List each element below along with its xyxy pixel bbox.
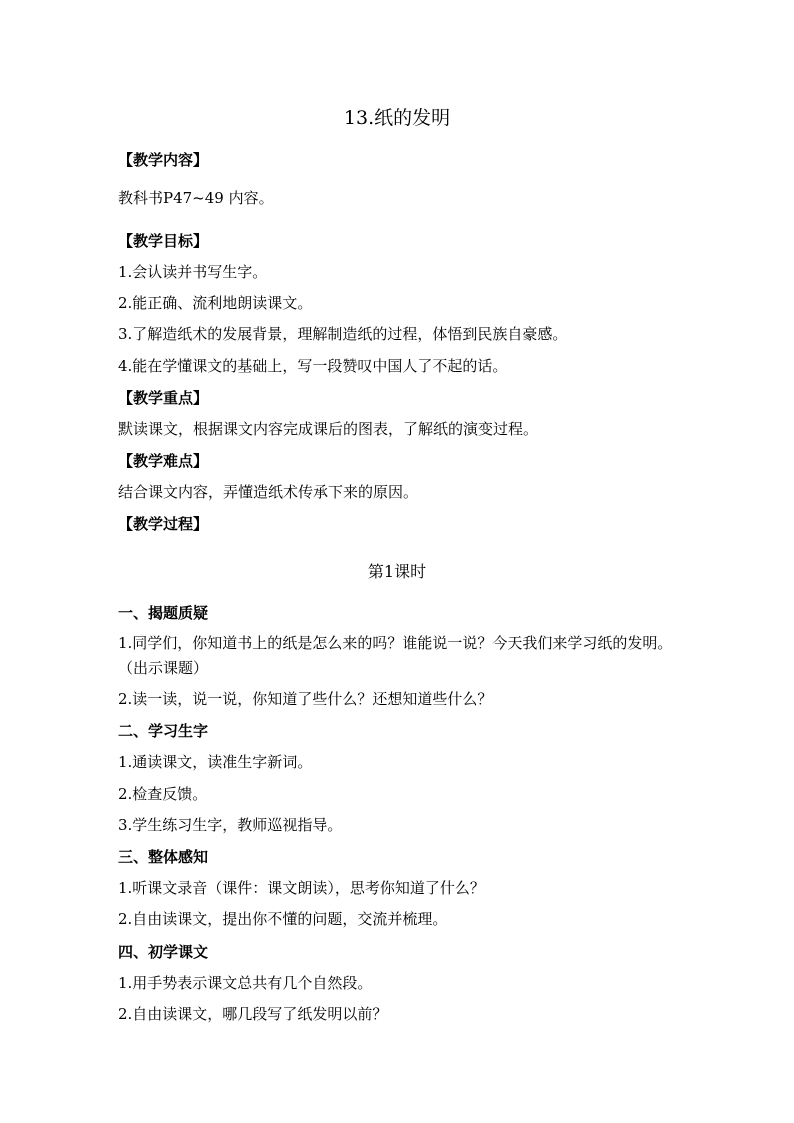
part-4-heading: 四、初学课文 [118,943,209,961]
teaching-content-text: 教科书P47~49 内容。 [118,189,274,207]
heading-teaching-content: 【教学内容】 [118,151,209,169]
difficult-points-text: 结合课文内容，弄懂造纸术传承下来的原因。 [118,483,419,501]
goal-item-4: 4.能在学懂课文的基础上，写一段赞叹中国人了不起的话。 [118,357,508,375]
lesson-title: 第1课时 [367,562,427,581]
heading-teaching-process: 【教学过程】 [118,515,209,533]
part-1-heading: 一、揭题质疑 [118,604,209,622]
heading-difficult-points: 【教学难点】 [118,452,209,470]
part-2-item-3: 3.学生练习生字，教师巡视指导。 [118,816,343,834]
goal-item-1: 1.会认读并书写生字。 [118,263,268,281]
part-4-item-2: 2.自由读课文，哪几段写了纸发明以前？ [118,1005,388,1023]
part-4-item-1: 1.用手势表示课文总共有几个自然段。 [118,974,373,992]
part-2-item-1: 1.通读课文，读准生字新词。 [118,753,313,771]
part-1-item-1: 1.同学们，你知道书上的纸是怎么来的吗？谁能说一说？今天我们来学习纸的发明。（出示课题） [118,634,673,677]
goal-item-3: 3.了解造纸术的发展背景，理解制造纸的过程，体悟到民族自豪感。 [118,325,568,343]
heading-key-points: 【教学重点】 [118,389,209,407]
part-1-item-2: 2.读一读，说一说，你知道了些什么？还想知道些什么？ [118,690,493,708]
part-3-item-2: 2.自由读课文，提出你不懂的问题，交流并梳理。 [118,910,448,928]
part-3-heading: 三、整体感知 [118,848,209,866]
part-2-heading: 二、学习生字 [118,722,209,740]
goal-item-2: 2.能正确、流利地朗读课文。 [118,294,313,312]
part-3-item-1: 1.听课文录音（课件：课文朗读），思考你知道了什么？ [118,879,485,897]
part-2-item-2: 2.检查反馈。 [118,785,208,803]
document-title: 13.纸的发明 [343,107,451,129]
heading-teaching-goals: 【教学目标】 [118,232,209,250]
key-points-text: 默读课文，根据课文内容完成课后的图表，了解纸的演变过程。 [118,420,539,438]
